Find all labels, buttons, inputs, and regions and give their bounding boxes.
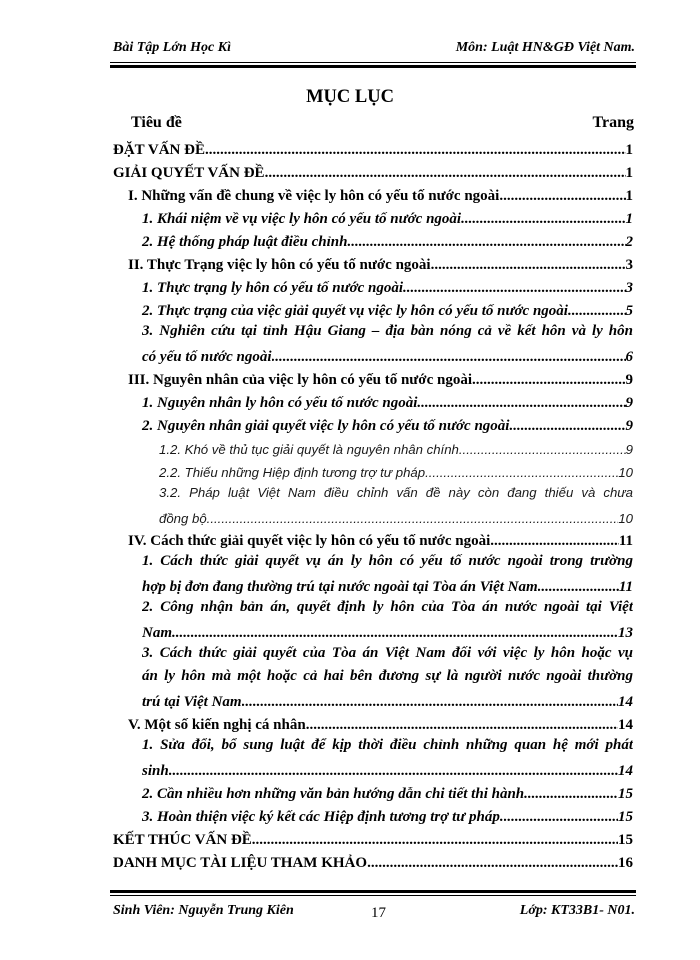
toc-entry[interactable]	[113, 435, 633, 458]
toc-entry-text: KẾT THÚC VẤN ĐỀ	[113, 832, 252, 848]
dot-leader	[252, 832, 618, 849]
dot-leader	[172, 625, 618, 642]
dot-leader	[347, 234, 625, 251]
footer-class: Lớp: KT33B1- N01.	[519, 903, 635, 918]
dot-leader	[169, 763, 618, 780]
footer-rule-thin	[110, 895, 636, 896]
dot-leader	[207, 510, 619, 527]
toc-entry-text: 3.2. Pháp luật Việt Nam điều chỉnh vấn đề này còn đang thiếu và chưa	[159, 485, 633, 500]
toc-entry[interactable]	[113, 849, 633, 872]
toc-entry-page: 1	[625, 188, 633, 204]
toc-entry-text: 2. Cần nhiều hơn những văn bản hướng dẫn chi tiết thi hành	[142, 786, 525, 802]
toc-entry-page: 14	[618, 694, 633, 710]
toc-entry-page: 10	[618, 511, 633, 526]
toc-entry-page: 16	[618, 855, 633, 871]
dot-leader	[472, 372, 625, 389]
dot-leader	[538, 579, 619, 596]
toc-entry[interactable]	[113, 274, 633, 297]
toc-entry-text: 3. Cách thức giải quyết của Tòa án Việt Nam đối với việc ly hôn hoặc vụ	[142, 645, 633, 661]
toc-entry-page: 1	[625, 142, 633, 158]
dot-leader	[461, 211, 625, 228]
column-header-title: Tiêu đề	[131, 114, 182, 131]
dot-leader	[459, 441, 626, 458]
dot-leader	[272, 349, 626, 366]
toc-entry[interactable]	[113, 389, 633, 412]
header-rule-thick	[110, 65, 636, 68]
table-of-contents	[113, 136, 633, 872]
toc-entry-text: 2. Hệ thống pháp luật điều chỉnh	[142, 234, 348, 250]
toc-entry-text: I. Những vấn đề chung về việc ly hôn có yếu tố nước ngoài	[128, 188, 500, 204]
toc-entry-page: 14	[618, 763, 633, 779]
footer-student: Sinh Viên: Nguyễn Trung Kiên	[113, 903, 294, 918]
dot-leader	[367, 855, 618, 872]
toc-entry[interactable]	[113, 734, 633, 780]
toc-entry[interactable]	[113, 458, 633, 481]
dot-leader	[205, 142, 626, 159]
dot-leader	[242, 694, 618, 711]
toc-entry[interactable]	[113, 251, 633, 274]
dot-leader	[490, 533, 619, 550]
dot-leader	[265, 165, 626, 182]
toc-entry-text-cont: sinh	[142, 763, 169, 779]
toc-entry-page: 15	[618, 809, 633, 825]
toc-entry-text: 2.2. Thiếu những Hiệp định tương trợ tư pháp	[159, 465, 426, 480]
toc-entry[interactable]	[113, 412, 633, 435]
toc-entry-page: 11	[618, 579, 633, 595]
toc-entry[interactable]	[113, 527, 633, 550]
toc-entry-page: 3	[625, 257, 633, 273]
toc-entry[interactable]	[113, 596, 633, 642]
page-number: 17	[371, 905, 386, 921]
toc-entry-page: 15	[618, 832, 633, 848]
toc-entry[interactable]	[113, 205, 633, 228]
dot-leader	[417, 395, 625, 412]
toc-entry-text: 2. Thực trạng của việc giải quyết vụ việc ly hôn có yếu tố nước ngoài	[142, 303, 568, 319]
toc-entry-text: DANH MỤC TÀI LIỆU THAM KHẢO	[113, 855, 368, 871]
toc-entry[interactable]	[113, 550, 633, 596]
toc-entry-page: 9	[625, 395, 633, 411]
toc-entry-text: III. Nguyên nhân của việc ly hôn có yếu tố nước ngoài	[128, 372, 473, 388]
toc-entry-text-cont: hợp bị đơn đang thường trú tại nước ngoài tại Tòa án Việt Nam	[142, 579, 538, 595]
toc-entry-page: 9	[625, 442, 633, 457]
toc-entry-page: 15	[618, 786, 633, 802]
toc-entry-text: II. Thực Trạng việc ly hôn có yếu tố nước ngoài	[128, 257, 431, 273]
header-course: Bài Tập Lớn Học Kì	[113, 40, 231, 55]
column-header-page: Trang	[592, 114, 634, 131]
toc-entry-text: 2. Công nhận bản án, quyết định ly hôn của Tòa án nước ngoài tại Việt	[142, 599, 633, 615]
toc-entry[interactable]	[113, 803, 633, 826]
dot-leader	[524, 786, 618, 803]
toc-entry-text-cont: đồng bộ	[159, 511, 207, 526]
toc-entry-text: 3. Hoàn thiện việc ký kết các Hiệp định tương trợ tư pháp.	[142, 809, 504, 825]
toc-entry-text: V. Một số kiến nghị cá nhân	[128, 717, 306, 733]
toc-entry-page: 3	[625, 280, 633, 296]
toc-entry[interactable]	[113, 297, 633, 320]
toc-entry-text-mid: án ly hôn mà một hoặc cả hai bên đương sự là người nước ngoài thường	[142, 668, 633, 684]
toc-entry[interactable]	[113, 320, 633, 366]
toc-entry[interactable]	[113, 182, 633, 205]
dot-leader	[568, 303, 626, 320]
toc-entry-text: 1. Sửa đổi, bổ sung luật để kịp thời điều chỉnh những quan hệ mới phát	[142, 737, 633, 753]
dot-leader	[425, 464, 618, 481]
toc-entry[interactable]	[113, 780, 633, 803]
toc-entry-text: IV. Cách thức giải quyết việc ly hôn có yếu tố nước ngoài	[128, 533, 491, 549]
toc-entry-text: 1. Nguyên nhân ly hôn có yếu tố nước ngoài	[142, 395, 418, 411]
toc-entry-page: 2	[625, 234, 633, 250]
toc-entry-page: 13	[618, 625, 633, 641]
toc-entry-text-cont: có yếu tố nước ngoài	[142, 349, 272, 365]
toc-entry[interactable]	[113, 366, 633, 389]
toc-entry-page: 1	[625, 165, 633, 181]
toc-entry-text: GIẢI QUYẾT VẤN ĐỀ	[113, 165, 265, 181]
toc-entry[interactable]	[113, 711, 633, 734]
toc-entry-text: 1. Cách thức giải quyết vụ án ly hôn có yếu tố nước ngoài trong trường	[142, 553, 633, 569]
page-title: MỤC LỤC	[306, 87, 394, 107]
toc-entry-page: 6	[625, 349, 633, 365]
toc-entry-text: 1.2. Khó về thủ tục giải quyết là nguyên nhân chính	[159, 442, 459, 457]
toc-entry-text-cont: Nam	[142, 625, 172, 641]
dot-leader	[306, 717, 618, 734]
toc-entry-page: 1	[625, 211, 633, 227]
header-subject: Môn: Luật HN&GĐ Việt Nam.	[455, 40, 635, 55]
toc-entry-text: ĐẶT VẤN ĐỀ	[113, 142, 205, 158]
toc-entry[interactable]	[113, 826, 633, 849]
footer-rule-thick	[110, 890, 636, 893]
dot-leader	[403, 280, 625, 297]
toc-entry-page: 10	[618, 465, 633, 480]
toc-entry-page: 5	[625, 303, 633, 319]
dot-leader	[499, 188, 625, 205]
toc-entry[interactable]	[113, 228, 633, 251]
dot-leader	[504, 809, 618, 826]
toc-entry[interactable]	[113, 136, 633, 159]
toc-entry[interactable]	[113, 642, 633, 711]
toc-entry-text: 1. Khái niệm về vụ việc ly hôn có yếu tố nước ngoài	[142, 211, 462, 227]
toc-entry-text: 3. Nghiên cứu tại tỉnh Hậu Giang – địa bàn nóng cả về kết hôn và ly hôn	[142, 323, 633, 339]
toc-entry-page: 14	[618, 717, 633, 733]
toc-entry[interactable]	[113, 159, 633, 182]
toc-entry-text: 1. Thực trạng ly hôn có yếu tố nước ngoài	[142, 280, 404, 296]
toc-entry[interactable]	[113, 481, 633, 527]
toc-entry-text: 2. Nguyên nhân giải quyết việc ly hôn có yếu tố nước ngoài	[142, 418, 510, 434]
toc-entry-page: 11	[618, 533, 633, 549]
dot-leader	[509, 418, 625, 435]
toc-entry-page: 9	[625, 418, 633, 434]
dot-leader	[431, 257, 626, 274]
toc-entry-page: 9	[625, 372, 633, 388]
toc-entry-text-cont: trú tại Việt Nam	[142, 694, 242, 710]
header-rule-thin	[110, 62, 636, 63]
